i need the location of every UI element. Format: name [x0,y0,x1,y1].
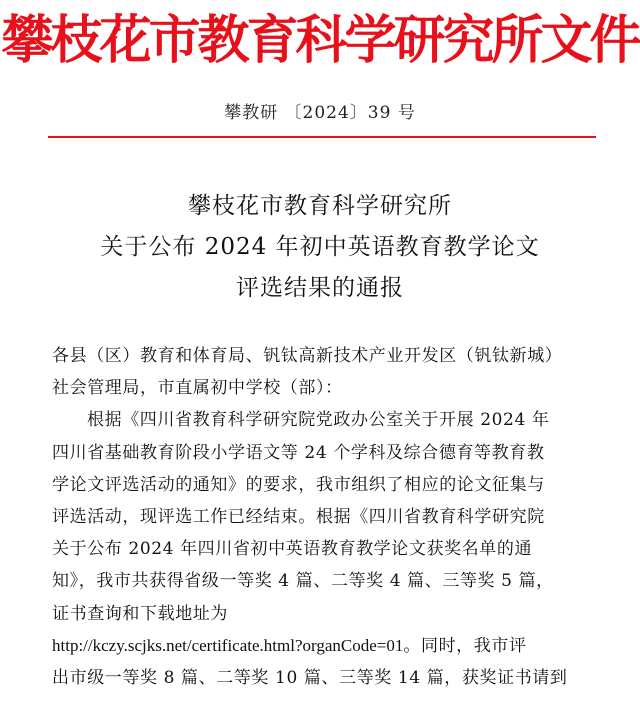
paragraph-line-4: 评选活动，现评选工作已经结束。根据《四川省教育科学研究院 [52,506,545,527]
paragraph-line-2: 四川省基础教育阶段小学语文等 24 个学科及综合德育等教育教 [52,442,545,463]
paragraph-line-7: 证书查询和下载地址为 [52,603,228,624]
paragraph-line-8 [52,630,602,662]
addressee-line-1: 各县（区）教育和体育局、钒钛高新技术产业开发区（钒钛新城） [52,346,563,366]
red-divider-line [48,136,596,138]
title-line-1: 攀枝花市教育科学研究所 [188,193,452,219]
url-trailing-text: 。同时，我市评 [403,635,527,656]
certificate-url[interactable]: http://kczy.scjks.net/certificate.html?organCode=01 [52,635,404,655]
paragraph-line-9: 出市级一等奖 8 篇、二等奖 10 篇、三等奖 14 篇，获奖证书请到 [52,667,568,688]
paragraph-line-5: 关于公布 2024 年四川省初中英语教育教学论文获奖名单的通 [52,539,533,560]
paragraph-line-6: 知》，我市共获得省级一等奖 4 篇、二等奖 4 篇、三等奖 5 篇， [52,571,554,592]
addressee-line-2: 社会管理局，市直属初中学校（部）： [52,378,343,399]
title-line-3: 评选结果的通报 [236,275,404,301]
paragraph-line-1: 根据《四川省教育科学研究院党政办公室关于开展 2024 年 [87,410,550,431]
document-body [52,340,602,694]
document-number: 攀教研 〔2024〕39 号 [224,103,416,123]
document-masthead: 攀枝花市教育科学研究所文件 [1,11,639,71]
title-line-2: 关于公布 2024 年初中英语教育教学论文 [100,234,540,260]
paragraph-line-3: 学论文评选活动的通知》的要求，我市组织了相应的论文征集与 [52,474,545,495]
document-title [0,186,640,309]
